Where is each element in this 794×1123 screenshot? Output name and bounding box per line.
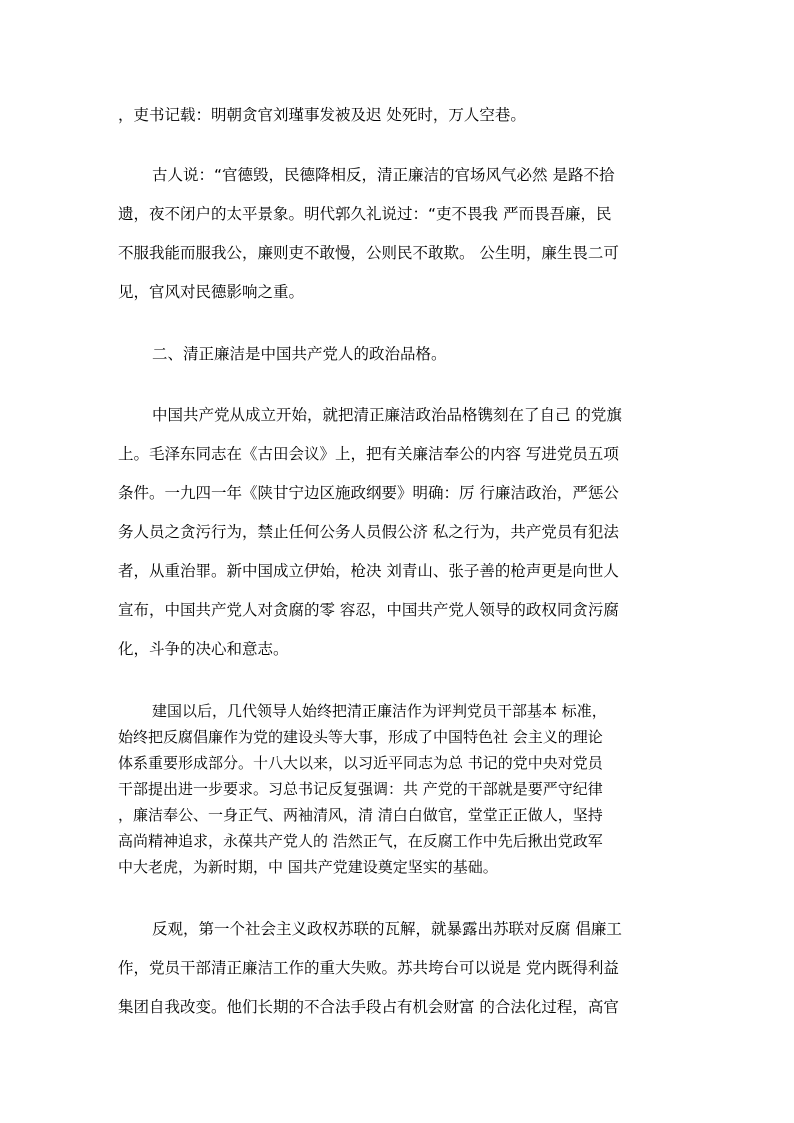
paragraph-2-line-1: 古人说：“官德毁，民德降相反，清正廉洁的官场风气必然 是路不拾 [152,166,615,184]
paragraph-3-line-1: 中国共产党从成立开始，就把清正廉洁政治品格镌刻在了自己 的党旗 [152,406,622,424]
paragraph-3-line-3: 条件。一九四一年《陕甘宁边区施政纲要》明确：厉 行廉洁政治，严惩公 [118,484,619,502]
paragraph-4-line-3: 体系重要形成部分。十八大以来，以习近平同志为总 书记的党中央对党员 [118,754,603,772]
paragraph-2-line-4: 见，官风对民德影响之重。 [118,283,305,301]
paragraph-5-line-3: 集团自我改变。他们长期的不合法手段占有机会财富 的合法化过程，高官 [118,998,619,1016]
paragraph-3-line-4: 务人员之贪污行为，禁止任何公务人员假公济 私之行为，共产党员有犯法 [118,523,619,541]
paragraph-3-line-7: 化，斗争的决心和意志。 [118,640,289,658]
paragraph-4-line-1: 建国以后，几代领导人始终把清正廉洁作为评判党员干部基本 标准， [152,702,607,720]
paragraph-4-line-7: 中大老虎，为新时期，中 国共产党建设奠定坚实的基础。 [118,858,498,876]
paragraph-1-line-1: ，吏书记载：明朝贪官刘瑾事发被及迟 处死时，万人空巷。 [118,106,526,124]
paragraph-2-line-2: 遗，夜不闭户的太平景象。明代郭久礼说过：“吏不畏我 严而畏吾廉，民 [118,205,612,223]
paragraph-4-line-6: 高尚精神追求，永葆共产党人的 浩然正气，在反腐工作中先后揪出党政军 [118,832,603,850]
paragraph-4-line-2: 始终把反腐倡廉作为党的建设头等大事，形成了中国特色社 会主义的理论 [118,728,603,746]
section-heading: 二、清正廉洁是中国共产党人的政治品格。 [152,345,447,363]
paragraph-4-line-5: ，廉洁奉公、一身正气、两袖清风，清 清白白做官，堂堂正正做人，坚持 [118,806,603,824]
paragraph-3-line-5: 者，从重治罪。新中国成立伊始，枪决 刘青山、张子善的枪声更是向世人 [118,562,619,580]
paragraph-5-line-1: 反观，第一个社会主义政权苏联的瓦解，就暴露出苏联对反腐 倡廉工 [152,920,622,938]
paragraph-2-line-3: 不服我能而服我公，廉则吏不敢慢，公则民不敢欺。 公生明，廉生畏二可 [118,244,619,262]
paragraph-4-line-4: 干部提出进一步要求。习总书记反复强调：共 产党的干部就是要严守纪律 [118,780,603,798]
paragraph-3-line-6: 宣布，中国共产党人对贪腐的零 容忍，中国共产党人领导的政权同贪污腐 [118,601,619,619]
paragraph-5-line-2: 作，党员干部清正廉洁工作的重大失败。苏共垮台可以说是 党内既得利益 [118,959,619,977]
paragraph-3-line-2: 上。毛泽东同志在《古田会议》上，把有关廉洁奉公的内容 写进党员五项 [118,445,619,463]
